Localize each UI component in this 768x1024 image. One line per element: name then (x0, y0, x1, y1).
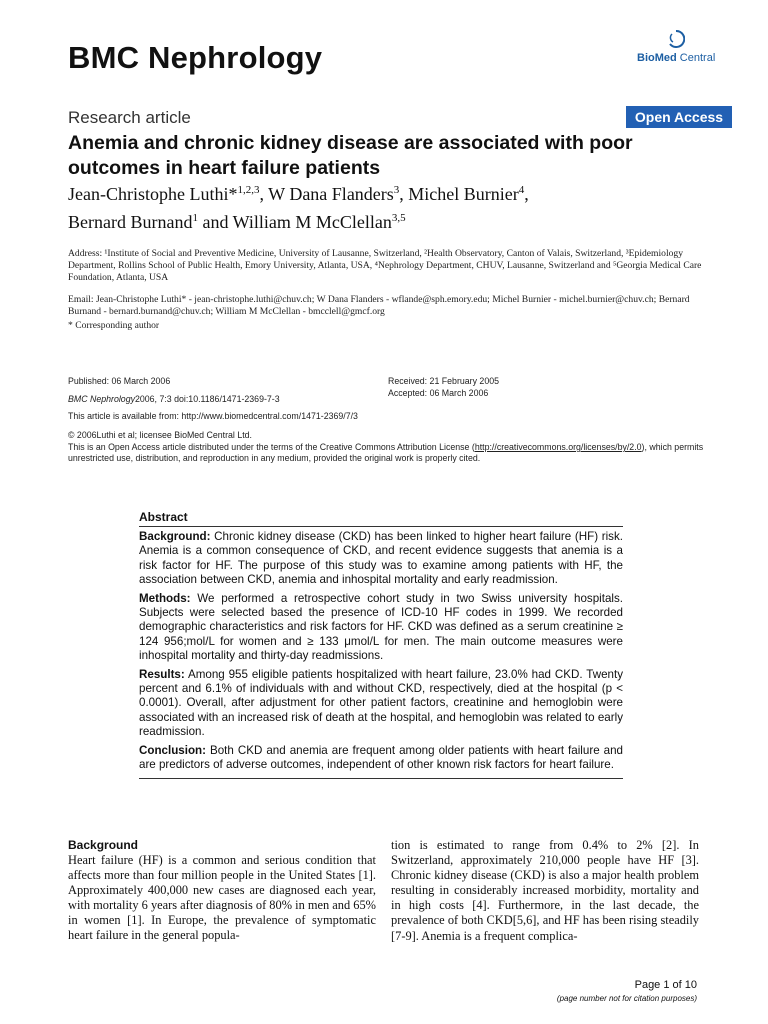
affiliations: Address: ¹Institute of Social and Preventive Medicine, University of Lausanne, Switzerland, ²Health Observatory, Canton of Valais, Switzerland, ³Epidemiology Department, Rollins School of Public Health, Emory University, Atlanta, USA, ⁴Nephrology Department, CHUV, Lausanne, Switzerland and ⁵Georgia Medical Care Foundation, Atlanta, USA (68, 248, 702, 283)
citation-line: BMC Nephrology2006, 7:3 doi:10.1186/1471-2369-7-3 (68, 394, 280, 404)
body-column-left (68, 838, 376, 944)
journal-title: BMC Nephrology (68, 40, 323, 75)
body-paragraph-right: tion is estimated to range from 0.4% to 2% [2]. In Switzerland, approximately 210,000 people have HF [3]. Chronic kidney disease (CKD) is also a major health problem resulting in considerably increased morbidity, mortality and in high costs [4]. Furthermore, in the last decade, the prevalence of both CKD[5,6], and HF has been rising steadily [7-9]. Anemia is a frequent complica- (391, 838, 699, 943)
article-url[interactable]: This article is available from: http://www.biomedcentral.com/1471-2369/7/3 (68, 411, 358, 421)
abstract-conclusion: Conclusion: Both CKD and anemia are frequent among older patients with heart failure and are predictors of adverse outcomes, independent of other known risk factors for heart failure. (139, 744, 623, 772)
abstract-background: Background: Chronic kidney disease (CKD) has been linked to higher heart failure (HF) risk. Anemia is a common consequence of CKD, and recent evidence suggests that anemia is a risk factor for HF. The purpose of this study was to examine among patients with HF, the association between CKD, anemia and inhospital mortality and early readmission. (139, 530, 623, 586)
license-notice: This is an Open Access article distributed under the terms of the Creative Commons Attribution License (http://creativecommons.org/licenses/by/2.0), which permits unrestricted use, distribution, and reproduction in any medium, provided the original work is properly cited. (68, 442, 704, 463)
article-type: Research article (68, 108, 191, 127)
abstract-bottom-rule (139, 778, 623, 779)
author-mcclellan[interactable]: and William M McClellan (197, 212, 392, 232)
abstract-section (139, 506, 623, 779)
abstract-methods: Methods: We performed a retrospective cohort study in two Swiss university hospitals. Subjects were selected based the presence of ICD-10 HF codes in 1999. We recorded demographic characteristics and risk factors for HF. CKD was defined as a serum creatinine ≥ 124 956;mol/L for women and ≥ 133 μmol/L for men. The main outcome measures were inhospital mortality and thirty-day readmissions. (139, 592, 623, 662)
body-column-right (391, 838, 699, 944)
abstract-results: Results: Among 955 eligible patients hospitalized with heart failure, 23.0% had CKD. Twenty percent and 6.1% of individuals with and without CKD, respectively, died at the hospital (p < 0.0001). Overall, after adjustment for other patient factors, creatinine and hemoglobin were associated with an increased risk of death at the hospital, and hemoglobin was related to early readmission. (139, 668, 623, 738)
accepted-date: Accepted: 06 March 2006 (388, 388, 489, 398)
section-heading-background: Background (68, 838, 139, 852)
copyright-notice: © 2006Luthi et al; licensee BioMed Central Ltd. (68, 430, 252, 440)
received-date: Received: 21 February 2005 (388, 376, 500, 386)
article-title: Anemia and chronic kidney disease are associated with poor outcomes in heart failure patients (68, 132, 633, 179)
author-burnier[interactable]: , Michel Burnier (399, 184, 519, 204)
publisher-wordmark: BioMed Central (637, 52, 716, 64)
abstract-heading: Abstract (139, 510, 188, 524)
abstract-top-rule (139, 526, 623, 527)
publisher-logo[interactable] (637, 30, 716, 70)
author-burnand[interactable]: Bernard Burnand (68, 212, 193, 232)
page-number-note: (page number not for citation purposes) (556, 994, 697, 1003)
open-access-badge: Open Access (626, 106, 732, 128)
published-date: Published: 06 March 2006 (68, 376, 171, 386)
author-flanders[interactable]: , W Dana Flanders (259, 184, 394, 204)
body-paragraph-left: Heart failure (HF) is a common and serious condition that affects more than four million people in the United States [1]. Approximately 400,000 new cases are diagnosed each year, with mortality 6 years after diagnosis of 80% in men and 65% in women [1]. In Europe, the prevalence of symptomatic heart failure in the general popula- (68, 853, 376, 943)
license-link[interactable]: http://creativecommons.org/licenses/by/2.0 (474, 442, 642, 452)
biomed-swirl-icon (667, 30, 685, 48)
author-luthi[interactable]: Jean-Christophe Luthi* (68, 184, 238, 204)
page-number: Page 1 of 10 (634, 979, 697, 991)
corresponding-note: * Corresponding author (68, 320, 160, 331)
author-list: Jean-Christophe Luthi*$^{1,2,3}$, W Dana Flanders$^3$, Michel Burnier$^4$, Bernard Burnand$^1$ and William M McClellan$^{3,5}$ (68, 184, 529, 232)
author-emails[interactable]: Email: Jean-Christophe Luthi* - jean-christophe.luthi@chuv.ch; W Dana Flanders - wflande@sph.emory.edu; Michel Burnier - michel.burnier@chuv.ch; Bernard Burnand - bernard.burnand@chuv.ch; William M McClellan - bmcclell@gmcf.org (68, 294, 690, 317)
